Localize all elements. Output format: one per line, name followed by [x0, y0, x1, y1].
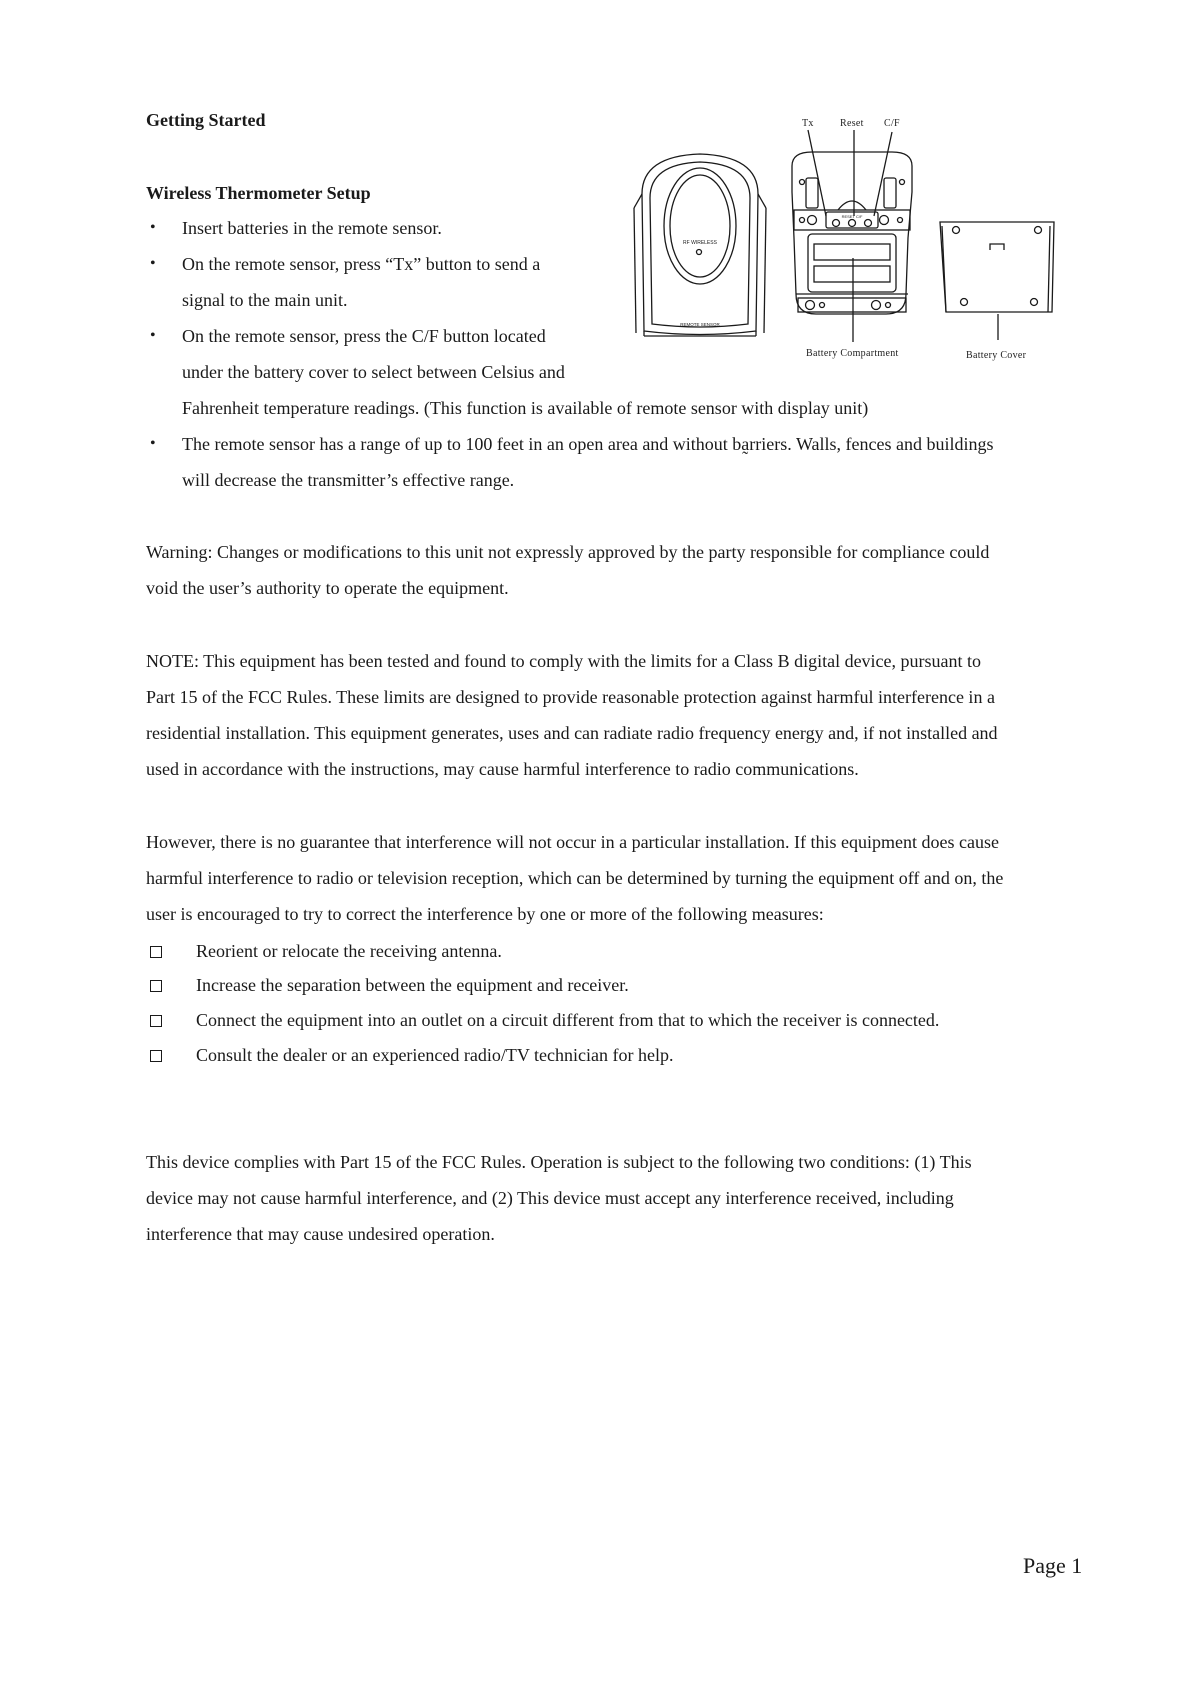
- bullet-dot: •: [150, 255, 156, 272]
- setup-bullet-1: Insert batteries in the remote sensor.: [182, 218, 442, 238]
- sensor-figure: [630, 118, 1070, 368]
- setup-bullet-3-line-2: under the battery cover to select between Celsius and: [182, 362, 565, 382]
- setup-bullet-3-line-3: Fahrenheit temperature readings. (This function is available of remote sensor with display unit): [182, 398, 869, 418]
- checkbox-square: [150, 1015, 162, 1027]
- compliance-line-2: device may not cause harmful interference, and (2) This device must accept any interference received, including: [146, 1188, 954, 1208]
- note-line-2: Part 15 of the FCC Rules. These limits are designed to provide reasonable protection against harmful interference in a: [146, 687, 995, 707]
- compliance-line-3: interference that may cause undesired operation.: [146, 1224, 495, 1244]
- setup-bullet-2-line-1: On the remote sensor, press “Tx” button to send a: [182, 254, 541, 274]
- checkbox-square: [150, 980, 162, 992]
- sensor-brand-text: RF WIRELESS: [683, 240, 717, 246]
- page-heading: Getting Started: [146, 110, 266, 130]
- label-battery-cover: Battery Cover: [966, 350, 1027, 361]
- note-line-4: used in accordance with the instructions, may cause harmful interference to radio communications.: [146, 759, 859, 779]
- battery-compartment-view: [792, 130, 912, 342]
- bullet-dot: •: [150, 327, 156, 344]
- however-line-1: However, there is no guarantee that interference will not occur in a particular installation. If this equipment does cause: [146, 832, 999, 852]
- checkbox-square: [150, 1050, 162, 1062]
- warning-line-2: void the user’s authority to operate the equipment.: [146, 578, 509, 598]
- note-line-1: NOTE: This equipment has been tested and found to comply with the limits for a Class B digital device, pursuant to: [146, 651, 982, 671]
- note-line-3: residential installation. This equipment generates, uses and can radiate radio frequency energy and, if not installed and: [146, 723, 998, 743]
- however-line-2: harmful interference to radio or television reception, which can be determined by turning the equipment off and on, the: [146, 868, 1004, 888]
- label-battery-compartment: Battery Compartment: [806, 348, 899, 359]
- measure-item-3: Connect the equipment into an outlet on a circuit different from that to which the receiver is connected.: [196, 1010, 940, 1030]
- section-subheading: Wireless Thermometer Setup: [146, 183, 371, 203]
- setup-bullet-4-line-1: The remote sensor has a range of up to 100 feet in an open area and without ba̰rriers. Walls, fences and buildings: [182, 434, 994, 454]
- setup-bullet-4-line-2: will decrease the transmitter’s effective range.: [182, 470, 515, 490]
- however-line-3: user is encouraged to try to correct the interference by one or more of the following measures:: [146, 904, 824, 924]
- label-reset: Reset: [840, 118, 864, 129]
- battery-cover-view: [940, 222, 1054, 340]
- label-tx: Tx: [802, 118, 814, 129]
- setup-bullet-3-line-1: On the remote sensor, press the C/F button located: [182, 326, 546, 346]
- bullet-dot: •: [150, 435, 156, 452]
- warning-line-1: Warning: Changes or modifications to this unit not expressly approved by the party responsible for compliance could: [146, 542, 990, 562]
- label-cf: C/F: [884, 118, 900, 129]
- panel-label-text: RESET C/F: [841, 214, 863, 219]
- bullet-dot: •: [150, 219, 156, 236]
- measure-item-2: Increase the separation between the equipment and receiver.: [196, 975, 629, 995]
- setup-bullet-2-line-2: signal to the main unit.: [182, 290, 348, 310]
- measure-item-1: Reorient or relocate the receiving antenna.: [196, 941, 502, 961]
- checkbox-square: [150, 946, 162, 958]
- compliance-line-1: This device complies with Part 15 of the FCC Rules. Operation is subject to the following two conditions: (1) This: [146, 1152, 972, 1172]
- measure-item-4: Consult the dealer or an experienced radio/TV technician for help.: [196, 1045, 674, 1065]
- sensor-diagram: [630, 118, 1070, 368]
- sensor-label-text: REMOTE SENSOR: [680, 322, 720, 327]
- page-number: Page 1: [1023, 1553, 1083, 1578]
